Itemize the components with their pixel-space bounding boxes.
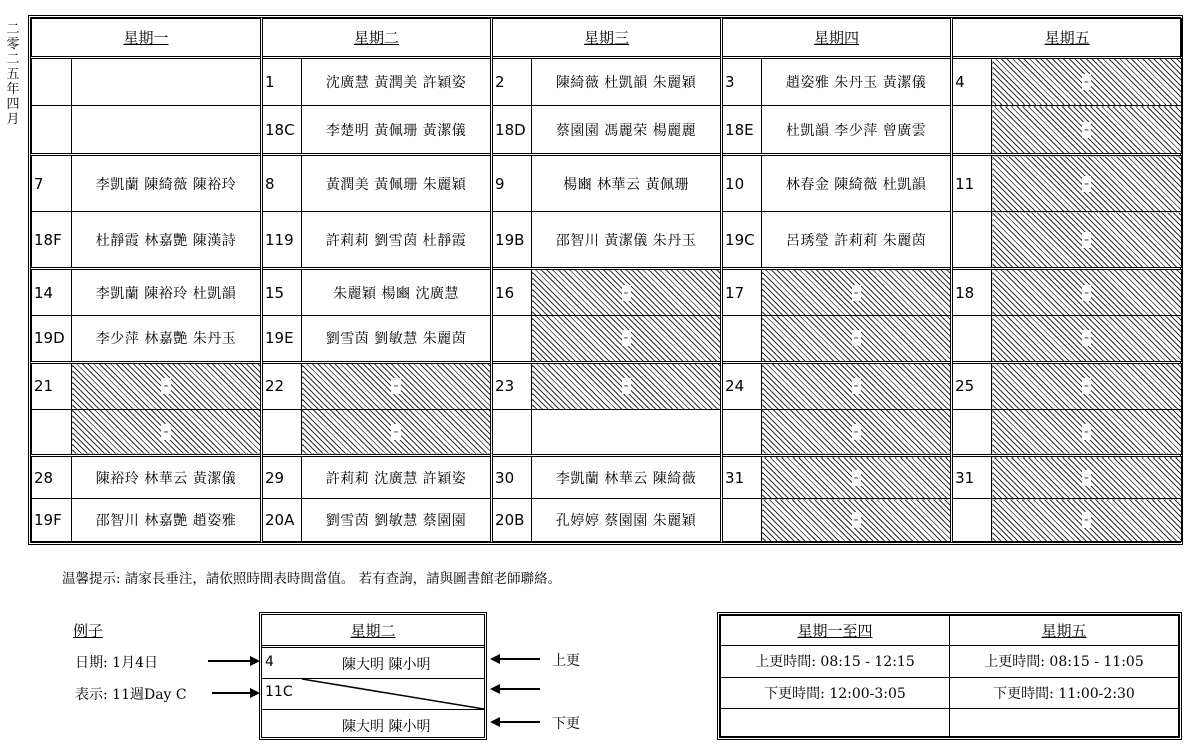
closed-slot-dash: - <box>393 378 399 395</box>
day-header-thu: 星期四 <box>722 19 952 58</box>
day-number-cell: 9 <box>492 155 532 212</box>
day-number-cell: 15 <box>262 269 302 316</box>
closed-slot-cell <box>992 57 1182 106</box>
day-number-cell: 19F <box>32 499 72 542</box>
example-title: 例子 <box>73 622 104 640</box>
day-number-cell: 21 <box>32 362 72 409</box>
closed-slot-cell <box>302 409 492 456</box>
closed-slot-cell <box>762 456 952 499</box>
times-lower-fri: 下更時間: 11:00-2:30 <box>950 677 1179 708</box>
duty-names-cell: 杜靜霞 林嘉艷 陳漢詩 <box>72 212 262 269</box>
duty-names-cell: 呂琇瑩 許莉莉 朱麗茵 <box>762 212 952 269</box>
side-char: 二 <box>6 52 20 67</box>
closed-slot-dash: - <box>1084 424 1090 441</box>
day-number-cell: 22 <box>262 362 302 409</box>
closed-slot-cell <box>992 409 1182 456</box>
closed-slot-cell <box>762 499 952 542</box>
arrow-left-middle <box>492 688 540 690</box>
day-number-cell: 19C <box>722 212 762 269</box>
day-header-mon: 星期一 <box>32 19 262 58</box>
day-number-cell: 19E <box>262 316 302 363</box>
day-number-cell: 20B <box>492 499 532 542</box>
arrow-left-lower <box>492 721 540 723</box>
closed-slot-dash: - <box>1084 378 1090 395</box>
calendar-row <box>32 212 1182 269</box>
times-header-mon-thu: 星期一至四 <box>721 616 950 646</box>
day-number-cell <box>722 409 762 456</box>
closed-slot-dash: - <box>1084 512 1090 529</box>
calendar-row <box>32 409 1182 456</box>
calendar-row <box>32 106 1182 155</box>
day-number-cell: 2 <box>492 57 532 106</box>
duty-names-cell: 朱麗穎 楊豳 沈廣慧 <box>302 269 492 316</box>
closed-slot-cell <box>302 362 492 409</box>
arrow-right-date <box>208 660 258 662</box>
calendar-row <box>32 456 1182 499</box>
calendar-row <box>32 269 1182 316</box>
duty-names-cell: 李凱蘭 林華云 陳綺薇 <box>532 456 722 499</box>
closed-slot-dash: - <box>1084 231 1090 248</box>
duty-names-cell <box>532 409 722 456</box>
duty-names-cell: 李凱蘭 陳綺薇 陳裕玲 <box>72 155 262 212</box>
calendar-row <box>32 362 1182 409</box>
example-box <box>259 612 487 740</box>
duty-names-cell: 陳綺薇 杜凱韻 朱麗穎 <box>532 57 722 106</box>
closed-slot-dash: - <box>1084 330 1090 347</box>
closed-slot-cell <box>532 316 722 363</box>
closed-slot-dash: - <box>1084 284 1090 301</box>
year-month-label <box>6 22 20 127</box>
side-char: 年 <box>6 82 20 97</box>
example-row-2 <box>262 678 484 709</box>
duty-names-cell: 許莉莉 沈廣慧 許穎姿 <box>302 456 492 499</box>
arrow-right-show <box>212 692 258 694</box>
closed-slot-cell <box>532 362 722 409</box>
times-empty-cell <box>721 708 950 736</box>
duty-names-cell: 林春金 陳綺薇 杜凱韻 <box>762 155 952 212</box>
closed-slot-dash: - <box>1084 175 1090 192</box>
day-number-cell <box>32 57 72 106</box>
day-number-cell: 24 <box>722 362 762 409</box>
closed-slot-cell <box>992 212 1182 269</box>
duty-names-cell: 蔡園園 馮麗荣 楊麗麗 <box>532 106 722 155</box>
day-number-cell: 18C <box>262 106 302 155</box>
closed-slot-cell <box>992 316 1182 363</box>
times-header-fri: 星期五 <box>950 616 1179 646</box>
duty-names-cell: 黃潤美 黃佩珊 朱麗穎 <box>302 155 492 212</box>
day-number-cell: 3 <box>722 57 762 106</box>
day-header-fri: 星期五 <box>952 19 1182 58</box>
day-number-cell <box>722 499 762 542</box>
example-row-3 <box>262 709 484 738</box>
closed-slot-cell <box>72 362 262 409</box>
calendar-row <box>32 155 1182 212</box>
closed-slot-cell <box>992 155 1182 212</box>
closed-slot-dash: - <box>163 378 169 395</box>
day-header-tue: 星期二 <box>262 19 492 58</box>
day-number-cell: 19B <box>492 212 532 269</box>
day-number-cell: 4 <box>952 57 992 106</box>
day-number-cell: 8 <box>262 155 302 212</box>
shift-times-table <box>717 612 1182 740</box>
closed-slot-dash: - <box>393 424 399 441</box>
day-number-cell <box>952 499 992 542</box>
closed-slot-cell <box>992 106 1182 155</box>
day-number-cell <box>492 409 532 456</box>
duty-calendar <box>28 15 1183 545</box>
duty-names-cell: 李楚明 黃佩珊 黃潔儀 <box>302 106 492 155</box>
example-show-label: 表示: 11週Day C <box>75 687 187 703</box>
duty-names-cell: 孔婷婷 蔡園園 朱麗穎 <box>532 499 722 542</box>
example-num-2: 11C <box>265 684 293 700</box>
day-number-cell: 19D <box>32 316 72 363</box>
day-number-cell <box>952 316 992 363</box>
duty-names-cell: 楊豳 林華云 黃佩珊 <box>532 155 722 212</box>
duty-names-cell: 趙姿雅 朱丹玉 黃潔儀 <box>762 57 952 106</box>
day-number-cell: 18 <box>952 269 992 316</box>
closed-slot-dash: - <box>853 378 859 395</box>
arrow-left-upper <box>492 658 540 660</box>
example-names-1: 陳大明 陳小明 <box>342 657 431 673</box>
calendar-row <box>32 316 1182 363</box>
diagonal-line <box>302 679 484 709</box>
day-number-cell: 31 <box>722 456 762 499</box>
notice-text: 温馨提示: 請家長垂注，請依照時間表時間當值。 若有查詢，請與圖書館老師聯絡。 <box>62 571 562 587</box>
day-number-cell: 28 <box>32 456 72 499</box>
day-number-cell <box>492 316 532 363</box>
closed-slot-dash: - <box>623 378 629 395</box>
duty-names-cell <box>72 57 262 106</box>
day-number-cell: 14 <box>32 269 72 316</box>
calendar-row <box>32 499 1182 542</box>
upper-shift-label: 上更 <box>552 653 580 669</box>
day-number-cell: 25 <box>952 362 992 409</box>
day-number-cell: 16 <box>492 269 532 316</box>
lower-shift-label: 下更 <box>552 716 580 732</box>
duty-names-cell: 陳裕玲 林華云 黃潔儀 <box>72 456 262 499</box>
closed-slot-cell <box>72 409 262 456</box>
closed-slot-dash: - <box>853 284 859 301</box>
day-number-cell: 20A <box>262 499 302 542</box>
duty-names-cell <box>72 106 262 155</box>
example-day-header: 星期二 <box>350 622 396 640</box>
day-number-cell: 17 <box>722 269 762 316</box>
day-number-cell: 31 <box>952 456 992 499</box>
closed-slot-cell <box>762 362 952 409</box>
day-number-cell <box>952 212 992 269</box>
closed-slot-cell <box>992 456 1182 499</box>
closed-slot-dash: - <box>1084 121 1090 138</box>
duty-names-cell: 劉雪茵 劉敏慧 蔡園園 <box>302 499 492 542</box>
closed-slot-dash: - <box>853 424 859 441</box>
day-number-cell <box>952 409 992 456</box>
day-number-cell: 23 <box>492 362 532 409</box>
day-number-cell: 18E <box>722 106 762 155</box>
duty-names-cell: 許莉莉 劉雪茵 杜靜霞 <box>302 212 492 269</box>
times-empty-cell <box>950 708 1179 736</box>
duty-names-cell: 邵智川 林嘉艷 趙姿雅 <box>72 499 262 542</box>
duty-names-cell: 邵智川 黃潔儀 朱丹玉 <box>532 212 722 269</box>
day-number-cell: 18D <box>492 106 532 155</box>
duty-names-cell: 劉雪茵 劉敏慧 朱麗茵 <box>302 316 492 363</box>
duty-names-cell: 李凱蘭 陳裕玲 杜凱韻 <box>72 269 262 316</box>
day-number-cell: 10 <box>722 155 762 212</box>
closed-slot-cell <box>762 316 952 363</box>
day-number-cell <box>262 409 302 456</box>
closed-slot-dash: - <box>853 512 859 529</box>
side-char: 二 <box>6 22 20 37</box>
times-lower-mon-thu: 下更時間: 12:00-3:05 <box>721 677 950 708</box>
closed-slot-dash: - <box>623 330 629 347</box>
example-date-label: 日期: 1月4日 <box>75 655 158 671</box>
day-number-cell <box>32 409 72 456</box>
closed-slot-dash: - <box>1084 74 1090 91</box>
closed-slot-cell <box>762 409 952 456</box>
closed-slot-dash: - <box>163 424 169 441</box>
side-char: 零 <box>6 37 20 52</box>
day-header-wed: 星期三 <box>492 19 722 58</box>
closed-slot-cell <box>992 499 1182 542</box>
closed-slot-cell <box>992 269 1182 316</box>
day-number-cell: 30 <box>492 456 532 499</box>
closed-slot-dash: - <box>1084 469 1090 486</box>
weekday-header-row <box>32 19 1182 58</box>
closed-slot-dash: - <box>853 469 859 486</box>
example-num-1: 4 <box>265 654 274 670</box>
closed-slot-dash: - <box>853 330 859 347</box>
day-number-cell: 7 <box>32 155 72 212</box>
day-number-cell <box>722 316 762 363</box>
side-char: 月 <box>6 112 20 127</box>
day-number-cell <box>952 106 992 155</box>
duty-names-cell: 李少萍 林嘉艷 朱丹玉 <box>72 316 262 363</box>
duty-names-cell: 杜凱韻 李少萍 曾廣雲 <box>762 106 952 155</box>
day-number-cell: 119 <box>262 212 302 269</box>
day-number-cell: 11 <box>952 155 992 212</box>
closed-slot-cell <box>532 269 722 316</box>
closed-slot-cell <box>762 269 952 316</box>
calendar-row <box>32 57 1182 106</box>
times-upper-fri: 上更時間: 08:15 - 11:05 <box>950 646 1179 677</box>
example-row-1 <box>262 645 484 680</box>
side-char: 五 <box>6 67 20 82</box>
day-number-cell: 1 <box>262 57 302 106</box>
side-char: 四 <box>6 97 20 112</box>
times-upper-mon-thu: 上更時間: 08:15 - 12:15 <box>721 646 950 677</box>
duty-names-cell: 沈廣慧 黃潤美 許穎姿 <box>302 57 492 106</box>
example-names-2: 陳大明 陳小明 <box>342 719 431 735</box>
closed-slot-cell <box>992 362 1182 409</box>
day-number-cell <box>32 106 72 155</box>
day-number-cell: 18F <box>32 212 72 269</box>
closed-slot-dash: - <box>623 284 629 301</box>
day-number-cell: 29 <box>262 456 302 499</box>
